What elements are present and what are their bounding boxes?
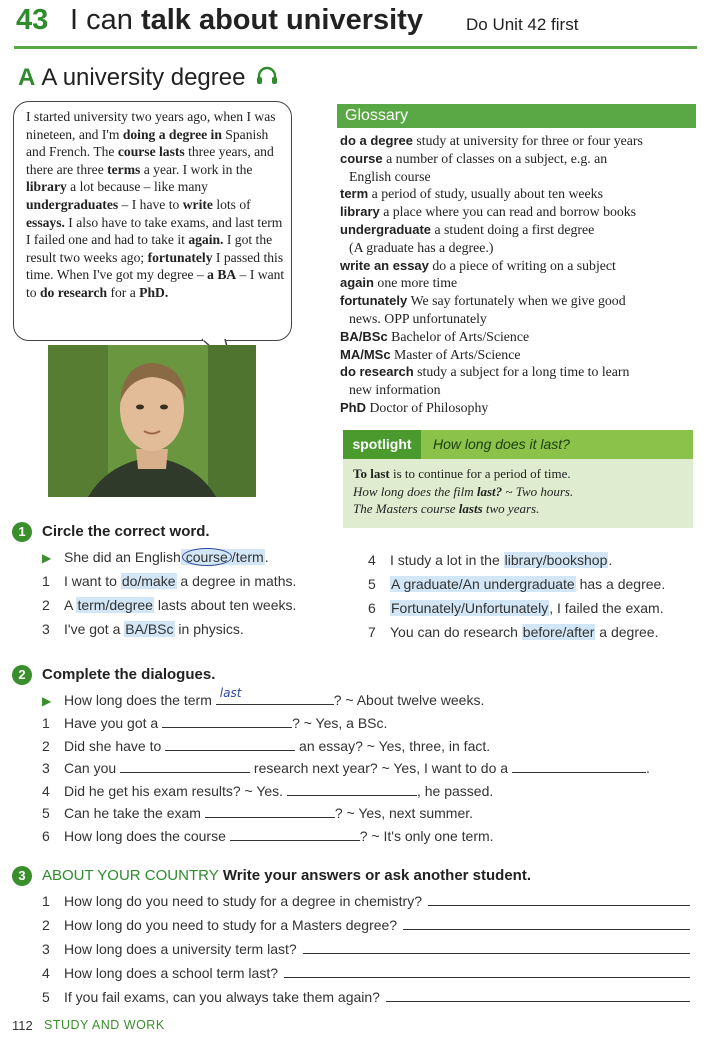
item-text: I want to	[64, 573, 121, 589]
speech-bold: fortunately	[147, 249, 213, 265]
item-text: A	[64, 597, 77, 613]
exercise-3-item	[42, 965, 690, 981]
glossary-definition: do a piece of writing on a subject	[432, 257, 616, 273]
item-number: 5	[42, 805, 50, 822]
spotlight-ex2-b: lasts	[458, 501, 483, 516]
exercise-1-item	[368, 624, 658, 640]
circled-answer: course	[182, 548, 232, 566]
glossary-heading: Glossary	[337, 104, 696, 128]
glossary-definition: one more time	[377, 275, 458, 291]
ex2-example-pre: How long does the term	[64, 692, 216, 708]
glossary-entry	[340, 328, 696, 346]
item-number: 2	[42, 917, 50, 933]
speech-text-run: I got the result two weeks ago;	[26, 232, 273, 265]
answer-blank[interactable]	[287, 783, 417, 796]
item-text: a degree in maths.	[176, 573, 297, 589]
glossary-term: BA/BSc	[340, 328, 388, 344]
section-letter: A	[18, 64, 36, 91]
item-text: I've got a	[64, 621, 125, 637]
speech-bold: write	[182, 196, 213, 212]
glossary-term: do a degree	[340, 133, 413, 148]
section-footer: STUDY AND WORK	[44, 1018, 165, 1032]
spotlight-title: How long does it last?	[433, 436, 570, 452]
headphones-icon[interactable]	[256, 65, 278, 93]
section-title: A university degree	[41, 64, 246, 91]
item-number: 4	[42, 782, 50, 799]
glossary-term: do research	[340, 364, 414, 380]
unit-number: 43	[16, 4, 49, 36]
speech-bold: undergraduates	[26, 196, 119, 212]
glossary-entry	[340, 292, 696, 310]
section-a-heading	[18, 64, 278, 93]
speech-bold: doing a degree in	[122, 126, 222, 142]
exercise-1-example	[42, 549, 269, 565]
exercise-3-item	[42, 917, 690, 933]
speech-bold: PhD.	[139, 284, 169, 300]
exercise-3-item	[42, 989, 690, 1005]
student-photo	[48, 345, 256, 497]
exercise-3-item	[42, 941, 690, 957]
exercise-1-item	[42, 573, 296, 589]
item-text: How long does the course	[64, 828, 230, 844]
glossary-definition: a place where you can read and borrow books	[383, 204, 637, 220]
exercise-1-item	[368, 600, 664, 616]
glossary-term: PhD	[340, 399, 366, 415]
about-your-country: ABOUT YOUR COUNTRY	[42, 867, 219, 884]
ex2-example-post: ? ~ About twelve weeks.	[333, 692, 485, 708]
exercise-3-item	[42, 893, 690, 909]
item-text: , he passed.	[416, 782, 494, 799]
spotlight-ex1-a: How long does the film	[353, 483, 477, 499]
answer-blank[interactable]	[512, 760, 646, 773]
speech-bold: course lasts	[117, 144, 185, 160]
glossary-definition-cont: (A graduate has a degree.)	[349, 239, 494, 255]
speech-bold: a BA	[207, 267, 237, 283]
item-number: 1	[42, 893, 50, 909]
exercise-1-item	[368, 576, 665, 592]
item-number: 6	[42, 828, 50, 844]
play-arrow-icon: ▶	[42, 551, 52, 565]
item-number: 3	[42, 941, 50, 957]
answer-line[interactable]	[403, 917, 690, 930]
spotlight-rule-rest: is to continue for a period of time.	[389, 466, 571, 481]
item-text: a degree.	[595, 624, 659, 640]
item-text: Can he take the exam	[64, 805, 205, 822]
item-text: ? ~ It's only one term.	[359, 828, 494, 844]
glossary-definition: We say fortunately when we give good	[410, 293, 626, 309]
glossary-term: write an essay	[340, 257, 429, 273]
speech-text-run: three years, and there are three	[26, 144, 274, 177]
item-text: ? ~ Yes, a BSc.	[292, 715, 388, 731]
glossary-definition: a number of classes on a subject, e.g. an	[386, 150, 608, 166]
speech-text	[26, 108, 288, 302]
item-number: 4	[368, 552, 376, 568]
speech-text-run: Spanish and French. The	[26, 126, 269, 160]
word-choice[interactable]: do/make	[121, 573, 176, 589]
answer-blank[interactable]	[162, 715, 292, 728]
glossary-term: MA/MSc	[340, 346, 391, 362]
glossary-definition: study a subject for a long time to learn	[417, 364, 630, 380]
answer-blank[interactable]	[165, 738, 295, 751]
item-text: an essay? ~ Yes, three, in fact.	[295, 737, 491, 754]
word-choice[interactable]: Fortunately/Unfortunately	[391, 600, 549, 616]
glossary-entry	[340, 203, 696, 221]
glossary-entry	[340, 363, 696, 381]
speech-text-run: a year. I work in the	[140, 161, 253, 177]
exercise-2-item	[42, 715, 387, 731]
spotlight-text	[353, 465, 688, 518]
exercise-1-instruction: Circle the correct word.	[42, 523, 210, 540]
answer-blank[interactable]	[120, 760, 250, 773]
speech-bold: again.	[188, 232, 224, 248]
item-text: in physics.	[174, 621, 244, 637]
item-text: ? ~ Yes, next summer.	[334, 805, 474, 822]
exercise-3-badge: 3	[12, 866, 32, 886]
glossary-entry	[340, 399, 696, 417]
glossary-term: library	[340, 204, 380, 220]
exercise-2-item	[42, 738, 490, 754]
glossary-entry	[340, 150, 696, 168]
speech-text-run: for a	[107, 284, 140, 300]
exercise-2-example	[42, 686, 485, 708]
exercise-2-item	[42, 783, 493, 799]
ex1-example-pre: She did an English	[64, 549, 181, 565]
speech-bold: do research	[39, 284, 108, 300]
page-number: 112	[12, 1018, 33, 1033]
item-number: 1	[42, 715, 50, 731]
exercise-1-item	[368, 552, 612, 568]
unit-title	[70, 4, 423, 37]
item-number: 2	[42, 737, 50, 754]
glossary-term: term	[340, 186, 369, 202]
ex1-example-post: .	[264, 549, 269, 565]
question-text: How long do you need to study for a Masters degree?	[64, 917, 398, 933]
spotlight-label: spotlight	[343, 430, 421, 459]
glossary-entry	[340, 257, 696, 275]
exercise-2-heading	[12, 665, 215, 685]
glossary-term: undergraduate	[340, 221, 432, 237]
glossary-entry	[340, 132, 696, 150]
glossary-definition-cont: new information	[349, 382, 441, 398]
item-text: research next year? ~ Yes, I want to do a	[250, 760, 512, 777]
item-number: 5	[42, 989, 50, 1005]
speech-bold: library	[26, 179, 67, 195]
exercise-2-item	[42, 760, 650, 776]
word-choice[interactable]: before/after	[522, 624, 595, 640]
item-text: .	[608, 552, 613, 568]
question-text: How long does a university term last?	[64, 941, 297, 957]
glossary-entry	[340, 185, 696, 203]
speech-bold: essays.	[26, 214, 65, 230]
item-number: 6	[368, 600, 376, 616]
spotlight-ex2-c: two years.	[482, 501, 540, 516]
question-text: How long do you need to study for a degree in chemistry?	[64, 893, 422, 909]
item-text: Did he get his exam results? ~ Yes.	[64, 782, 287, 799]
exercise-2-item	[42, 805, 473, 821]
ex1-example-opt2: term	[235, 549, 264, 565]
exercise-3-heading	[12, 866, 531, 886]
glossary-definition: a period of study, usually about ten weeks	[371, 186, 603, 202]
speech-text-run: – I have to	[118, 196, 183, 212]
word-choice[interactable]: term/degree	[77, 597, 153, 613]
speech-text-run: lots of	[212, 196, 251, 212]
speech-text-run: a lot because – like many	[66, 179, 208, 195]
header-rule	[14, 46, 697, 49]
answer-line[interactable]	[386, 989, 690, 1002]
play-arrow-icon: ▶	[42, 694, 52, 708]
glossary-term: again	[340, 275, 374, 291]
glossary-definition-cont: English course	[349, 168, 431, 184]
item-text: , I failed the exam.	[549, 600, 664, 616]
spotlight-example-2	[353, 500, 688, 518]
question-text: If you fail exams, can you always take them again?	[64, 989, 380, 1005]
spotlight-ex1-b: last?	[476, 483, 503, 499]
spotlight-ex1-c: ~ Two hours.	[502, 483, 574, 499]
spotlight-rule-bold: To last	[353, 466, 390, 481]
speech-bold: terms	[107, 161, 141, 177]
spotlight-example-1	[353, 483, 688, 501]
exercise-1-item	[42, 597, 296, 613]
exercise-2-item	[42, 828, 494, 844]
answer-blank[interactable]	[216, 686, 334, 705]
glossary-definition-cont: news. OPP unfortunately	[349, 310, 487, 326]
answer-line[interactable]	[284, 965, 690, 978]
glossary-definition: a student doing a first degree	[434, 221, 595, 237]
exercise-3-instruction: Write your answers or ask another student.	[218, 867, 532, 884]
glossary-definition: study at university for three or four years	[416, 133, 643, 148]
word-choice[interactable]: library/bookshop	[504, 552, 608, 568]
glossary-term: fortunately	[340, 293, 408, 309]
glossary-entry	[340, 274, 696, 292]
exercise-2-badge: 2	[12, 665, 32, 685]
word-choice[interactable]: A graduate/An undergraduate	[391, 576, 575, 592]
exercise-1-badge: 1	[12, 522, 32, 542]
item-text: has a degree.	[575, 576, 666, 592]
spotlight-ex2-a: The Masters course	[353, 501, 459, 516]
item-number: 4	[42, 965, 50, 981]
speech-text-run: I passed this time. When I've got my degree –	[26, 249, 284, 283]
item-text: You can do research	[390, 624, 522, 640]
item-text: .	[645, 760, 650, 777]
speech-text-run: I also have to take exams, and last term I failed one and had to take it	[26, 214, 283, 248]
answer-blank[interactable]	[205, 805, 335, 818]
item-number: 3	[42, 760, 50, 777]
exercise-1-heading	[12, 522, 210, 542]
prerequisite-note: Do Unit 42 first	[466, 15, 579, 34]
question-text: How long does a school term last?	[64, 965, 278, 981]
item-text: Have you got a	[64, 715, 163, 731]
answer-blank[interactable]	[230, 828, 360, 841]
item-text: Can you	[64, 760, 121, 777]
speech-text-run: I started university two years ago, when I was nineteen, and I'm	[26, 109, 276, 142]
ex1-example-sep: /	[231, 549, 236, 565]
word-choice[interactable]: BA/BSc	[125, 621, 174, 637]
answer-line[interactable]	[303, 941, 690, 954]
item-number: 5	[368, 576, 376, 592]
exercise-2-instruction: Complete the dialogues.	[42, 666, 216, 683]
glossary-definition: Master of Arts/Science	[394, 346, 521, 362]
speech-text-run: – I want to	[26, 267, 285, 300]
spotlight-rule	[353, 465, 688, 483]
item-number: 7	[368, 624, 376, 640]
item-text: Did she have to	[64, 737, 166, 754]
item-number: 3	[42, 621, 50, 637]
item-number: 1	[42, 573, 50, 589]
glossary-entry	[340, 221, 696, 239]
answer-line[interactable]	[428, 893, 690, 906]
item-text: I study a lot in the	[390, 552, 504, 568]
glossary-entry	[340, 346, 696, 364]
glossary-list	[340, 132, 696, 417]
item-number: 2	[42, 597, 50, 613]
glossary-definition: Doctor of Philosophy	[369, 399, 489, 415]
glossary-definition: Bachelor of Arts/Science	[391, 328, 530, 344]
unit-title-plain: I can	[70, 4, 141, 36]
unit-title-bold: talk about university	[140, 4, 423, 36]
item-text: lasts about ten weeks.	[153, 597, 297, 613]
handwritten-answer: last	[219, 686, 242, 700]
exercise-1-item	[42, 621, 244, 637]
glossary-term: course	[340, 150, 383, 166]
